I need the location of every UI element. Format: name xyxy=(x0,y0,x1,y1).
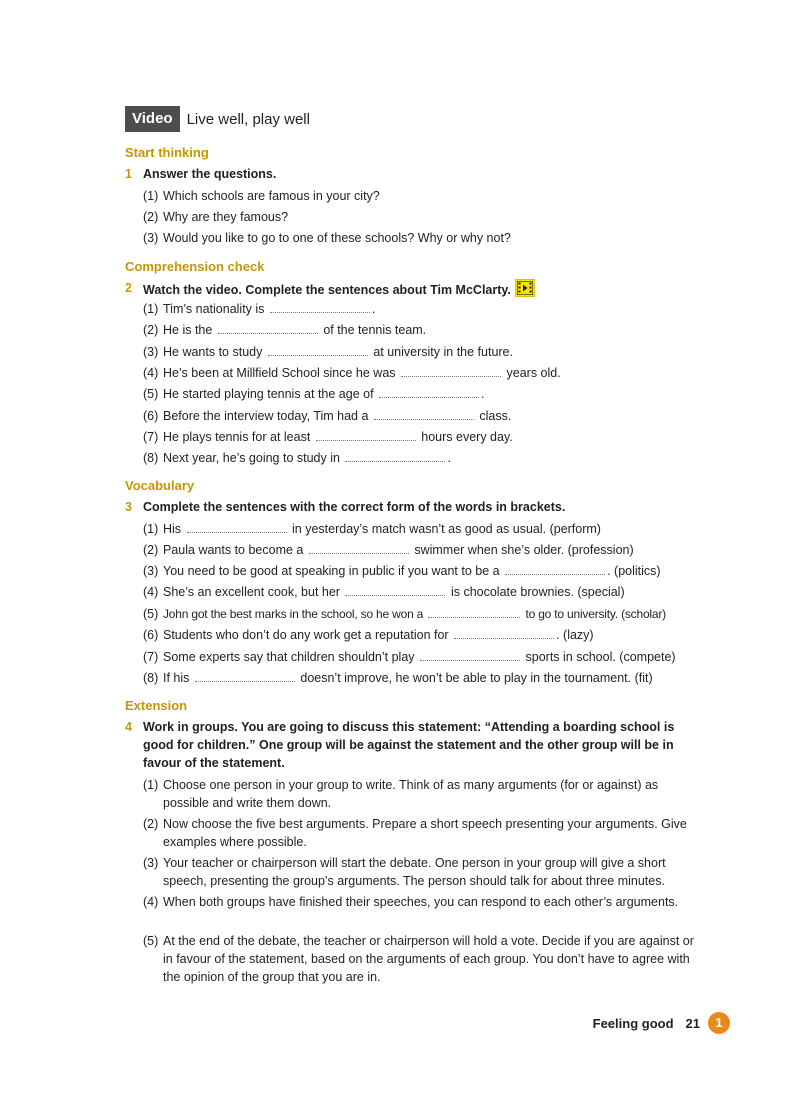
task-instruction: Watch the video. Complete the sentences about Tim McClarty. xyxy=(143,283,511,297)
list-item xyxy=(143,648,698,666)
task-2 xyxy=(125,279,695,299)
section-title-comprehension-check: Comprehension check xyxy=(125,259,265,274)
item-text-pre: He wants to study xyxy=(163,345,263,359)
unit-badge: 1 xyxy=(708,1012,730,1034)
item-number: (1) xyxy=(143,778,159,792)
list-item xyxy=(143,229,698,247)
answer-blank[interactable] xyxy=(345,583,445,596)
item-text-post: class. xyxy=(479,409,512,423)
item-text: Which schools are famous in your city? xyxy=(163,189,380,203)
item-text-pre: Paula wants to become a xyxy=(163,543,304,557)
answer-blank[interactable] xyxy=(420,648,520,661)
list-item xyxy=(143,407,698,425)
item-number: (2) xyxy=(143,323,159,337)
answer-blank[interactable] xyxy=(379,385,479,398)
task-number: 4 xyxy=(125,720,132,734)
item-text-post: to go to university. (scholar) xyxy=(525,607,666,621)
item-number: (2) xyxy=(143,210,159,224)
answer-blank[interactable] xyxy=(218,321,318,334)
item-text-pre: He is the xyxy=(163,323,213,337)
item-text-pre: Some experts say that children shouldn’t play xyxy=(163,650,415,664)
list-item xyxy=(143,669,698,687)
item-text-pre: He plays tennis for at least xyxy=(163,430,311,444)
item-number: (7) xyxy=(143,430,159,444)
item-number: (5) xyxy=(143,934,159,948)
list-item xyxy=(143,364,698,382)
item-number: (8) xyxy=(143,451,159,465)
answer-blank[interactable] xyxy=(401,364,501,377)
list-item xyxy=(143,776,698,812)
task-instruction: Work in groups. You are going to discuss this statement: “Attending a boarding school is good for children.” One group will be against the statement and the other group will be in favour of the statement. xyxy=(143,720,675,770)
answer-blank[interactable] xyxy=(309,541,409,554)
film-icon xyxy=(515,279,535,297)
item-text: Would you like to go to one of these schools? Why or why not? xyxy=(163,231,511,245)
list-item xyxy=(143,605,698,623)
list-item xyxy=(143,520,698,538)
item-text-post: . xyxy=(481,387,485,401)
list-item xyxy=(143,854,698,890)
item-text-pre: You need to be good at speaking in public if you want to be a xyxy=(163,564,500,578)
item-text: When both groups have finished their speeches, you can respond to each other’s arguments. xyxy=(163,895,679,909)
item-number: (3) xyxy=(143,564,159,578)
list-item xyxy=(143,583,698,601)
item-number: (2) xyxy=(143,543,159,557)
item-number: (6) xyxy=(143,409,159,423)
list-item xyxy=(143,893,698,911)
item-text-post: . xyxy=(371,302,376,316)
item-number: (3) xyxy=(143,856,159,870)
item-number: (1) xyxy=(143,302,159,316)
answer-blank[interactable] xyxy=(270,300,370,313)
answer-blank[interactable] xyxy=(454,626,554,639)
item-number: (4) xyxy=(143,366,159,380)
list-item xyxy=(143,932,698,986)
item-text: Your teacher or chairperson will start the debate. One person in your group will give a short speech, presenting the group’s arguments. The person should talk for about three minutes. xyxy=(163,856,666,888)
item-text-post: is chocolate brownies. (special) xyxy=(450,585,625,599)
item-text-post: at university in the future. xyxy=(373,345,513,359)
item-text-post: . xyxy=(447,451,451,465)
task-number: 1 xyxy=(125,167,132,181)
item-text-pre: She’s an excellent cook, but her xyxy=(163,585,340,599)
item-number: (2) xyxy=(143,817,159,831)
video-header xyxy=(125,106,310,132)
item-number: (4) xyxy=(143,585,159,599)
list-item xyxy=(143,541,698,559)
item-text-post: sports in school. (compete) xyxy=(525,650,676,664)
item-text-pre: Tim’s nationality is xyxy=(163,302,265,316)
item-number: (3) xyxy=(143,231,159,245)
page-number: 21 xyxy=(685,1015,700,1031)
section-title-vocabulary: Vocabulary xyxy=(125,478,195,493)
list-item xyxy=(143,187,698,205)
item-text-post: doesn’t improve, he won’t be able to play in the tournament. (fit) xyxy=(300,671,653,685)
list-item xyxy=(143,343,698,361)
list-item xyxy=(143,385,698,403)
item-number: (4) xyxy=(143,895,159,909)
item-number: (3) xyxy=(143,345,159,359)
list-item xyxy=(143,428,698,446)
item-text-post: . (politics) xyxy=(607,564,661,578)
task-instruction: Answer the questions. xyxy=(143,167,277,181)
item-text-pre: Students who don’t do any work get a reputation for xyxy=(163,628,449,642)
answer-blank[interactable] xyxy=(268,343,368,356)
item-text-post: swimmer when she’s older. (profession) xyxy=(414,543,634,557)
list-item xyxy=(143,208,698,226)
item-text-pre: His xyxy=(163,522,182,536)
page-footer xyxy=(593,1012,730,1034)
task-1 xyxy=(125,165,695,183)
item-number: (6) xyxy=(143,628,159,642)
item-number: (8) xyxy=(143,671,159,685)
answer-blank[interactable] xyxy=(316,428,416,441)
item-text-post: years old. xyxy=(506,366,561,380)
item-text: Now choose the five best arguments. Prepare a short speech presenting your arguments. Give examples where possible. xyxy=(163,817,687,849)
task-3 xyxy=(125,498,695,516)
item-number: (5) xyxy=(143,387,159,401)
answer-blank[interactable] xyxy=(374,407,474,420)
item-number: (5) xyxy=(143,607,159,621)
list-item xyxy=(143,321,698,339)
unit-title: Feeling good xyxy=(592,1015,674,1031)
task-number: 2 xyxy=(125,281,132,295)
item-text-pre: Before the interview today, Tim had a xyxy=(163,409,369,423)
item-number: (1) xyxy=(143,522,159,536)
item-text: Choose one person in your group to write. Think of as many arguments (for or against) as possible and write them down. xyxy=(163,778,659,810)
item-text: Why are they famous? xyxy=(163,210,289,224)
item-text-pre: He’s been at Millfield School since he was xyxy=(163,366,396,380)
item-text-pre: He started playing tennis at the age of xyxy=(163,387,374,401)
answer-blank[interactable] xyxy=(505,562,605,575)
list-item xyxy=(143,300,698,318)
list-item xyxy=(143,815,698,851)
answer-blank[interactable] xyxy=(345,449,445,462)
item-text-pre: Next year, he’s going to study in xyxy=(163,451,340,465)
task-instruction: Complete the sentences with the correct form of the words in brackets. xyxy=(143,500,566,514)
item-text-post: hours every day. xyxy=(421,430,513,444)
item-text-pre: John got the best marks in the school, so he won a xyxy=(163,607,424,621)
video-tag: Video xyxy=(125,106,180,132)
video-title: Live well, play well xyxy=(186,110,310,128)
list-item xyxy=(143,626,698,644)
item-number: (1) xyxy=(143,189,159,203)
task-4 xyxy=(125,718,695,772)
answer-blank[interactable] xyxy=(428,605,520,618)
item-text-post: in yesterday’s match wasn’t as good as usual. (perform) xyxy=(292,522,601,536)
item-text-post: of the tennis team. xyxy=(323,323,427,337)
answer-blank[interactable] xyxy=(195,669,295,682)
item-text-pre: If his xyxy=(163,671,190,685)
item-text: At the end of the debate, the teacher or chairperson will hold a vote. Decide if you are against or in favour of the statement, based on the arguments of each group. You don’t have to agree with the opinion of the group that you are in. xyxy=(163,934,694,984)
list-item xyxy=(143,449,698,467)
section-title-extension: Extension xyxy=(125,698,188,713)
list-item xyxy=(143,562,698,580)
item-number: (7) xyxy=(143,650,159,664)
section-title-start-thinking: Start thinking xyxy=(125,145,209,160)
item-text-post: . (lazy) xyxy=(556,628,594,642)
task-number: 3 xyxy=(125,500,132,514)
answer-blank[interactable] xyxy=(187,520,287,533)
